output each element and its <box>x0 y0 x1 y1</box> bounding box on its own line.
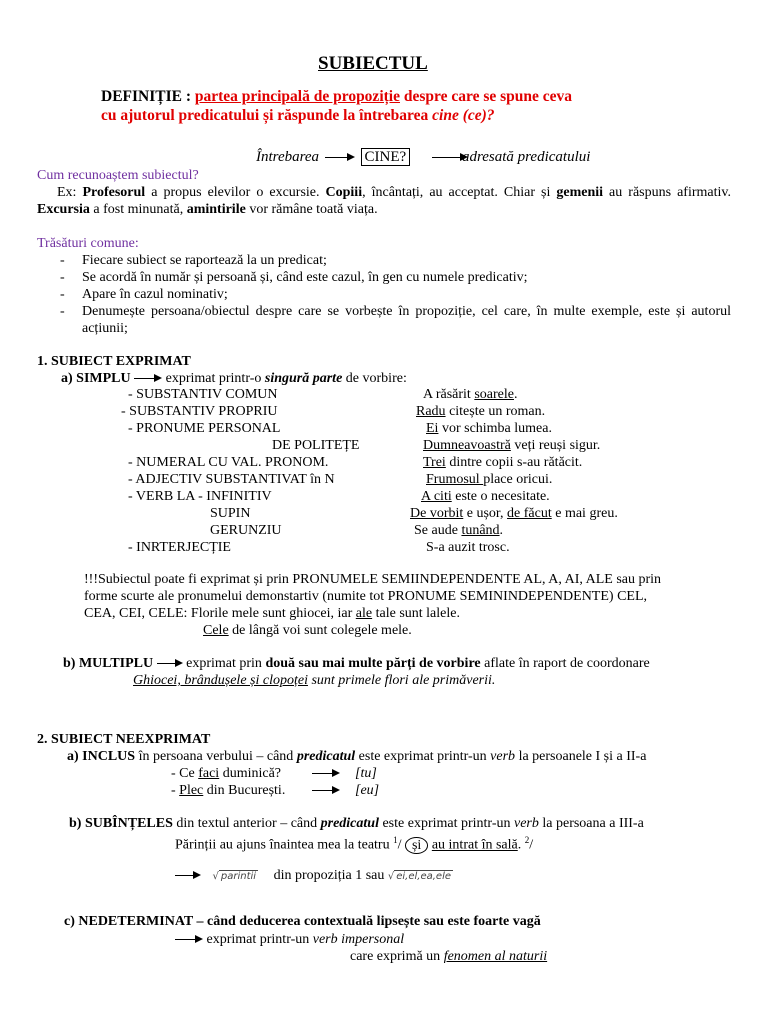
trait-text: Fiecare subiect se raportează la un predicat; <box>82 253 327 268</box>
inclus-line <box>67 748 646 765</box>
pos-type: GERUNZIU <box>210 523 282 538</box>
trait-item: - Fiecare subiect se raportează la un predicat; <box>60 253 327 268</box>
example-text: . <box>513 387 518 402</box>
example-subject: amintirile <box>186 202 246 217</box>
trait-item: - Se acordă în număr și persoană și, când este cazul, în gen cu numele predicativ; <box>60 270 528 285</box>
example-text: - Ce <box>171 766 199 781</box>
example-text: este o necesitate. <box>451 489 550 504</box>
question-right: adresată predicatului <box>461 149 591 165</box>
example-subject: Frumosul <box>426 472 484 487</box>
pos-example <box>426 420 552 437</box>
root-text: parintii <box>220 871 257 882</box>
nedeterminat-line-2 <box>175 931 404 948</box>
example-text: duminică? <box>219 766 282 781</box>
trait-item: Denumește persoana/obiectul despre care se vorbește în propoziție, cel care, în multe exemple, este și autorul acțiunii; <box>82 304 731 336</box>
inclus-text: în persoana verbului – când <box>135 749 297 764</box>
example-subject: Dumneavoastră <box>423 438 511 453</box>
nedeterminat-label: c) NEDETERMINAT <box>64 914 193 929</box>
note-line <box>203 622 412 639</box>
trait-item: - Apare în cazul nominativ; <box>60 287 228 302</box>
subinteles-text: din textul anterior – când <box>172 816 321 831</box>
arrow-icon <box>432 154 468 162</box>
simple-emph: singură parte <box>264 371 343 386</box>
example-text: Părinții au ajuns înaintea mea la teatru <box>175 837 394 853</box>
example-text: vor schimba lumea. <box>438 421 552 436</box>
multiple-line <box>63 655 650 672</box>
multiple-label: b) MULTIPLU <box>63 656 154 671</box>
pos-type: - SUBSTANTIV PROPRIU <box>121 404 278 419</box>
inclus-text: este exprimat printr-un <box>355 749 491 764</box>
example-text: a propus elevilor o excursie. <box>145 185 326 200</box>
pos-example <box>423 386 517 403</box>
note-subject: Cele <box>203 623 229 638</box>
conjunction-circle: și <box>405 837 428 854</box>
example-subject: Radu <box>416 404 446 419</box>
subinteles-line <box>69 815 644 832</box>
inclus-emph: verb <box>490 749 516 764</box>
example-text: a fost minunată, <box>89 202 187 217</box>
nedeterminat-line-3 <box>350 948 547 965</box>
example-subject: Profesorul <box>82 185 146 200</box>
subinteles-text: este exprimat printr-un <box>378 816 514 831</box>
question-line <box>256 148 590 166</box>
arrow-icon <box>312 787 340 795</box>
nedeterminat-line <box>64 913 541 930</box>
subinteles-emph: predicatul <box>320 816 379 831</box>
pos-type: - VERB LA - INFINITIV <box>128 489 272 504</box>
subinteles-label: b) SUBÎNȚELES <box>69 816 173 831</box>
example-text: citește un roman. <box>445 404 546 419</box>
root-formula: √ parintii <box>212 871 257 882</box>
definition-line-2-text: cu ajutorul predicatului și răspunde la întrebarea <box>101 107 433 124</box>
note-line: !!!Subiectul poate fi exprimat și prin PRONUMELE SEMIINDEPENDENTE AL, A, AI, ALE sau prin <box>84 572 662 587</box>
example-text: A răsărit <box>423 387 475 402</box>
example-text: / <box>529 837 534 853</box>
question-boxed: CINE? <box>361 148 411 166</box>
nedeterminat-emph: verb impersonal <box>312 932 405 947</box>
pos-example <box>421 488 550 505</box>
example-text: / <box>397 837 402 853</box>
example-text: au răspuns afirmativ. <box>603 185 731 200</box>
example-subject: Ei <box>426 421 439 436</box>
multiple-example <box>133 672 495 689</box>
note-subject: ale <box>355 606 373 621</box>
inclus-answer: [tu] <box>355 766 377 781</box>
inclus-emph: predicatul <box>296 749 356 764</box>
definition-line-2 <box>101 107 495 125</box>
note-text: tale sunt lalele. <box>372 606 460 621</box>
example-subject: Trei <box>423 455 446 470</box>
multiple-text: exprimat prin <box>186 656 266 671</box>
pos-example <box>423 454 582 471</box>
arrow-icon <box>325 154 355 162</box>
nedeterminat-text: – când deducerea contextuală lipsește sau este foarte vagă <box>193 914 541 929</box>
example-subject: soarele <box>474 387 514 402</box>
arrow-icon <box>134 375 162 383</box>
example-text: dintre copii s-au rătăcit. <box>445 455 583 470</box>
simple-label: a) SIMPLU <box>61 371 131 386</box>
example-text: S-a auzit trosc. <box>426 540 510 555</box>
pos-example <box>423 437 600 454</box>
example-subject: Excursia <box>37 202 90 217</box>
definition-highlight: partea principală de propoziție <box>194 88 400 105</box>
pos-type: - SUBSTANTIV COMUN <box>128 387 278 402</box>
recognition-heading: Cum recunoaștem subiectul? <box>37 168 199 183</box>
trait-text: Se acordă în număr și persoană și, când este cazul, în gen cu numele predicativ; <box>82 270 528 285</box>
note-text: de lângă voi sunt colegele mele. <box>228 623 412 638</box>
example-text: - <box>171 783 180 798</box>
nedeterminat-emph: fenomen al naturii <box>443 949 548 964</box>
example-subject: gemenii <box>556 185 604 200</box>
inclus-example <box>171 765 281 782</box>
simple-line <box>61 370 407 387</box>
definition-line-1 <box>101 88 572 106</box>
note-text: CEA, CEI, CELE: Florile mele sunt ghiocei, iar <box>84 606 356 621</box>
section-1-heading: 1. SUBIECT EXPRIMAT <box>37 354 191 369</box>
definition-question: cine (ce)? <box>432 107 495 124</box>
example-subject: de făcut <box>507 506 552 521</box>
subinteles-emph: verb <box>513 816 539 831</box>
example-subject: A citi <box>421 489 452 504</box>
arrow-icon <box>312 770 340 778</box>
question-left: Întrebarea <box>256 149 320 165</box>
example-text: sunt primele flori ale primăverii. <box>307 673 496 688</box>
arrow-icon <box>157 660 183 668</box>
inclus-example-arrow <box>312 782 340 799</box>
inclus-label: a) INCLUS <box>67 749 136 764</box>
example-text: din București. <box>203 783 286 798</box>
example-text: e ușor, <box>463 506 508 521</box>
pos-type: DE POLITEȚE <box>272 438 360 453</box>
inclus-example-arrow <box>312 765 340 782</box>
pos-type: - ADJECTIV SUBSTANTIVAT în N <box>128 472 335 487</box>
trait-item-dash: - <box>60 304 65 319</box>
root-formula: √ ei,el,ea,ele <box>387 871 452 882</box>
traits-heading: Trăsături comune: <box>37 236 139 251</box>
root-text-mid: din propoziția 1 sau <box>273 868 385 883</box>
example-text: Se aude <box>414 523 462 538</box>
example-label: Ex: <box>57 185 83 200</box>
example-text: . <box>499 523 504 538</box>
arrow-icon <box>175 872 201 880</box>
page-title: SUBIECTUL <box>318 53 428 74</box>
multiple-emph: două sau mai multe părți de vorbire <box>265 656 481 671</box>
example-verb: au intrat în sală <box>431 837 518 853</box>
trait-text: Apare în cazul nominativ; <box>82 287 228 302</box>
subinteles-text: la persoana a III-a <box>538 816 644 831</box>
pos-type: - INRTERJECȚIE <box>128 540 231 555</box>
pos-example <box>416 403 545 420</box>
nedeterminat-text: care exprimă un <box>350 949 444 964</box>
inclus-answer: [eu] <box>355 783 380 798</box>
note-line: forme scurte ale pronumelui demonstartiv (numite tot PRONUME SEMININDEPENDENTE) CEL, <box>84 589 648 604</box>
simple-text: exprimat printr-o <box>165 371 265 386</box>
example-text: e mai greu. <box>551 506 618 521</box>
example-subject: De vorbit <box>410 506 464 521</box>
root-text: ei,el,ea,ele <box>396 871 452 882</box>
pos-type: - PRONUME PERSONAL <box>128 421 281 436</box>
arrow-icon <box>175 936 203 944</box>
pos-type: SUPIN <box>210 506 251 521</box>
clause-number: 1 <box>393 835 398 845</box>
simple-text: de vorbire: <box>342 371 407 386</box>
pos-example <box>426 471 552 488</box>
example-text: vor rămâne toată viața. <box>245 202 378 217</box>
example-verb: faci <box>198 766 220 781</box>
pos-example <box>414 522 503 539</box>
example-text: place oricui. <box>483 472 553 487</box>
pos-example <box>410 505 618 522</box>
recognition-example <box>37 184 731 218</box>
nedeterminat-text: exprimat printr-un <box>206 932 313 947</box>
example-subject: Ghiocei, brândușele și clopoței <box>133 673 308 688</box>
pos-example <box>426 539 510 556</box>
example-text: veți reuși sigur. <box>510 438 601 453</box>
inclus-example <box>171 782 285 799</box>
subinteles-roots <box>175 867 453 885</box>
section-2-heading: 2. SUBIECT NEEXPRIMAT <box>37 732 211 747</box>
definition-rest: despre care se spune ceva <box>399 88 573 105</box>
example-subject: Copiii <box>325 185 363 200</box>
inclus-text: la persoanele I și a II-a <box>515 749 647 764</box>
subinteles-example <box>175 832 533 854</box>
example-text: , încântați, au acceptat. Chiar și <box>362 185 557 200</box>
example-verb: Plec <box>179 783 204 798</box>
example-text: . <box>517 837 525 853</box>
clause-number: 2 <box>524 835 530 845</box>
multiple-text: aflate în raport de coordonare <box>480 656 650 671</box>
note-line <box>84 605 460 622</box>
pos-type: - NUMERAL CU VAL. PRONOM. <box>128 455 329 470</box>
definition-label: DEFINIȚIE : <box>101 88 192 105</box>
example-subject: tunând <box>461 523 500 538</box>
